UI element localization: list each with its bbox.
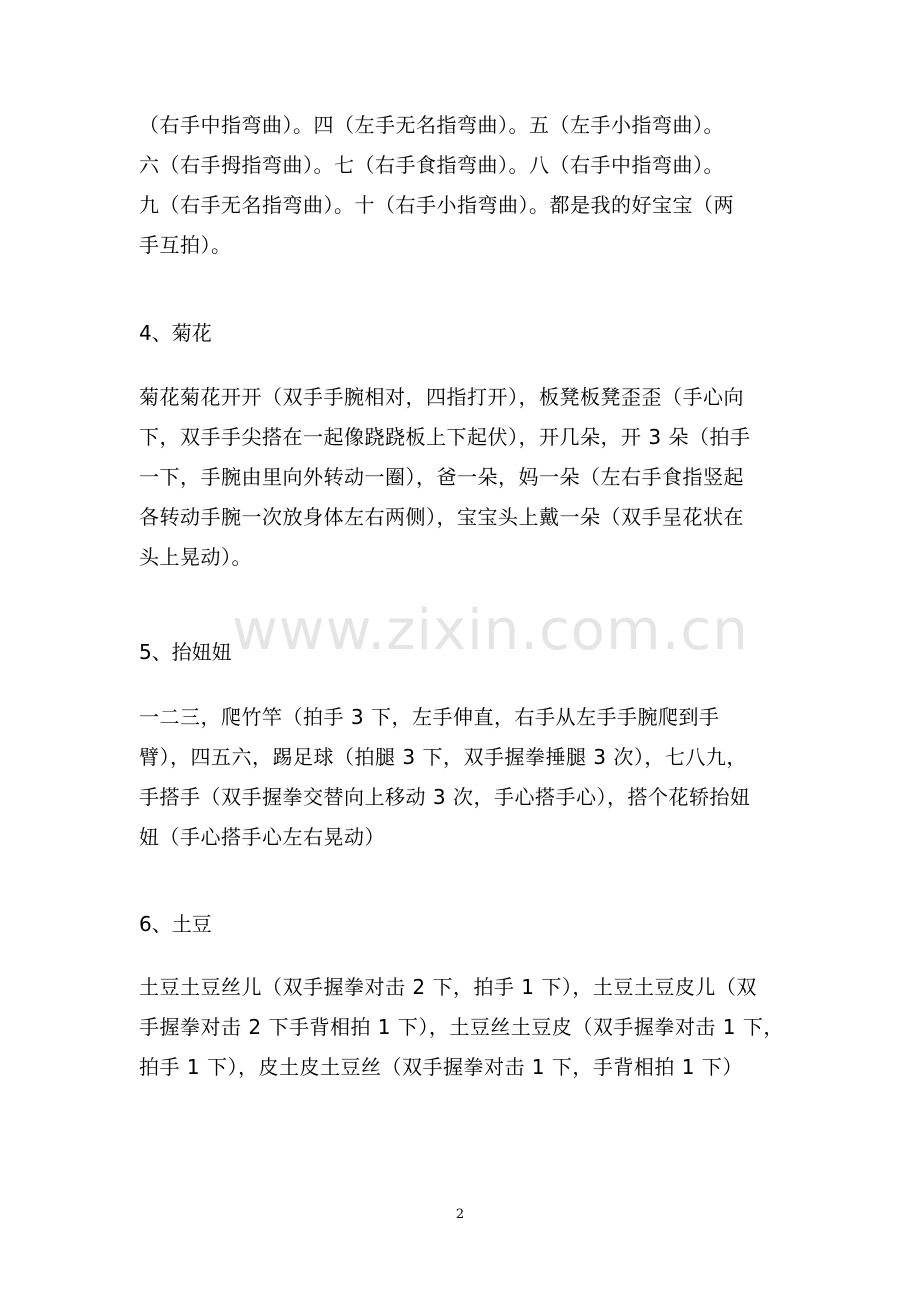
- section3-continued-paragraph: [139, 105, 787, 265]
- paragraph-line: 拍手 1 下），皮土皮土豆丝（双手握拳对击 1 下，手背相拍 1 下）: [139, 1055, 743, 1079]
- paragraph-line: 一二三，爬竹竿（拍手 3 下，左手伸直，右手从左手手腕爬到手: [139, 705, 720, 729]
- paragraph-line: 妞（手心搭手心左右晃动）: [139, 825, 385, 849]
- section5-paragraph: [139, 697, 787, 857]
- section4-heading: 4、菊花: [139, 321, 212, 345]
- section5-heading: 5、抬妞妞: [139, 640, 232, 664]
- paragraph-line: 下，双手手尖搭在一起像跷跷板上下起伏），开几朵，开 3 朵（拍手: [139, 425, 751, 449]
- paragraph-line: 手搭手（双手握拳交替向上移动 3 次，手心搭手心），搭个花轿抬妞: [139, 785, 751, 809]
- paragraph-line: 土豆土豆丝儿（双手握拳对击 2 下，拍手 1 下），土豆土豆皮儿（双: [139, 975, 757, 999]
- section6-heading: 6、土豆: [139, 912, 212, 936]
- paragraph-line: 头上晃动）。: [139, 545, 252, 569]
- page-number: 2: [455, 1207, 465, 1222]
- section6-paragraph: [139, 967, 787, 1087]
- section4-paragraph: [139, 377, 787, 577]
- watermark: www.zixin.com.cn: [232, 598, 749, 663]
- paragraph-line: 手握拳对击 2 下手背相拍 1 下），土豆丝土豆皮（双手握拳对击 1 下，: [139, 1015, 784, 1039]
- paragraph-line: 六（右手拇指弯曲）。七（右手食指弯曲）。八（右手中指弯曲）。: [139, 153, 724, 177]
- paragraph-line: 九（右手无名指弯曲）。十（右手小指弯曲）。都是我的好宝宝（两: [139, 193, 734, 217]
- paragraph-line: 手互拍）。: [139, 233, 232, 257]
- paragraph-line: 臂），四五六，踢足球（拍腿 3 下，双手握拳捶腿 3 次），七八九，: [139, 745, 747, 769]
- paragraph-line: （右手中指弯曲）。四（左手无名指弯曲）。五（左手小指弯曲）。: [139, 113, 724, 137]
- paragraph-line: 一下，手腕由里向外转动一圈），爸一朵，妈一朵（左右手食指竖起: [139, 465, 744, 489]
- paragraph-line: 各转动手腕一次放身体左右两侧），宝宝头上戴一朵（双手呈花状在: [139, 505, 744, 529]
- paragraph-line: 菊花菊花开开（双手手腕相对，四指打开），板凳板凳歪歪（手心向: [139, 385, 744, 409]
